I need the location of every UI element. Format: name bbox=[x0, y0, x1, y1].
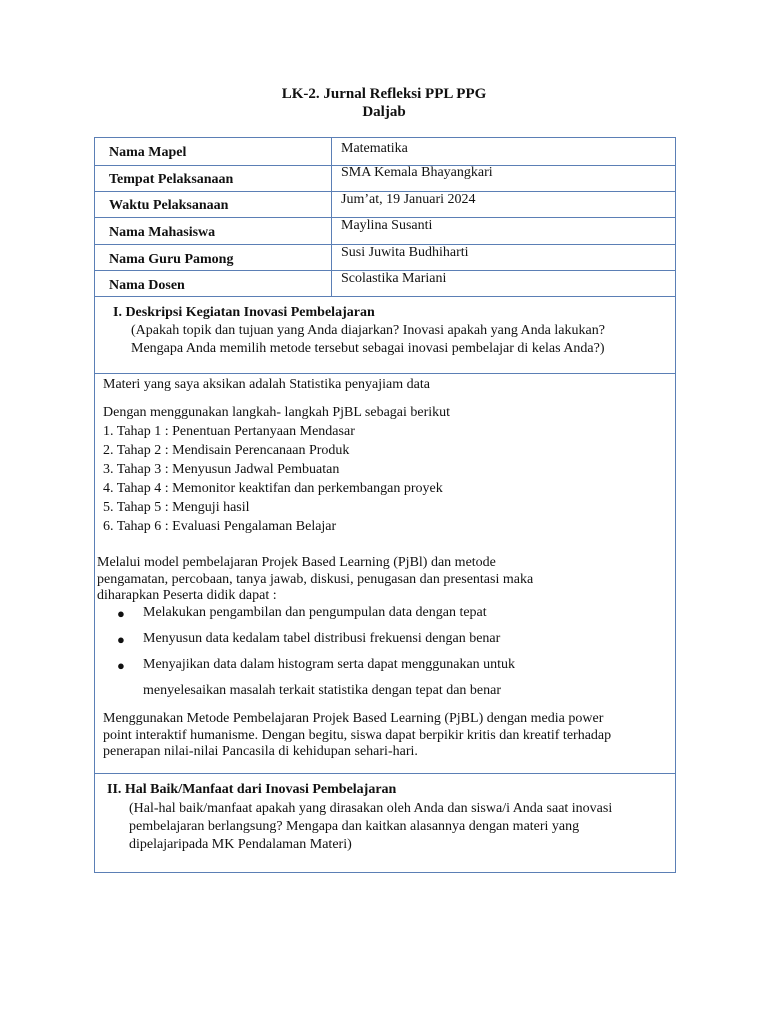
section-2-prompt-line: pembelajaran berlangsung? Mengapa dan kaitkan alasannya dengan materi yang bbox=[129, 819, 580, 834]
info-value: Matematika bbox=[341, 141, 408, 156]
section-1-header bbox=[95, 296, 675, 373]
bullet-item: Melakukan pengambilan dan pengumpulan data dengan tepat bbox=[143, 605, 487, 620]
info-label: Nama Guru Pamong bbox=[109, 252, 234, 267]
section-1-prompt-line: (Apakah topik dan tujuan yang Anda diajarkan? Inovasi apakah yang Anda lakukan? bbox=[131, 323, 605, 338]
section-1-content bbox=[95, 373, 675, 773]
section-2 bbox=[95, 773, 675, 872]
bullet-item-continuation: menyelesaikan masalah terkait statistika dengan tepat dan benar bbox=[143, 683, 502, 698]
document-title: LK-2. Jurnal Refleksi PPL PPG bbox=[281, 86, 487, 102]
step-item: 1. Tahap 1 : Penentuan Pertanyaan Mendasar bbox=[103, 424, 355, 439]
section-2-prompt-line: (Hal-hal baik/manfaat apakah yang dirasakan oleh Anda dan siswa/i Anda saat inovasi bbox=[129, 801, 613, 816]
info-row-waktu bbox=[95, 191, 675, 217]
material-text: Materi yang saya aksikan adalah Statistika penyajiam data bbox=[103, 377, 430, 392]
document-subtitle: Daljab bbox=[362, 104, 406, 120]
method-text-line: Menggunakan Metode Pembelajaran Projek Based Learning (PjBL) dengan media power bbox=[103, 711, 604, 726]
model-text-line: Melalui model pembelajaran Projek Based Learning (PjBl) dan metode bbox=[97, 555, 496, 570]
step-item: 5. Tahap 5 : Menguji hasil bbox=[103, 500, 250, 515]
info-label: Nama Mahasiswa bbox=[109, 225, 216, 240]
step-item: 6. Tahap 6 : Evaluasi Pengalaman Belajar bbox=[103, 519, 337, 534]
section-2-heading: II. Hal Baik/Manfaat dari Inovasi Pembelajaran bbox=[107, 782, 397, 797]
bullet-item: Menyajikan data dalam histogram serta dapat menggunakan untuk bbox=[143, 657, 516, 672]
bullet-icon: ● bbox=[117, 658, 125, 673]
info-value: Jum’at, 19 Januari 2024 bbox=[341, 192, 476, 207]
info-row-tempat bbox=[95, 165, 675, 191]
info-row-dosen bbox=[95, 270, 675, 296]
info-label: Nama Dosen bbox=[109, 278, 185, 293]
bullet-item: Menyusun data kedalam tabel distribusi frekuensi dengan benar bbox=[143, 631, 501, 646]
model-text-line: diharapkan Peserta didik dapat : bbox=[97, 588, 277, 603]
info-value: Scolastika Mariani bbox=[341, 271, 447, 286]
bullet-icon: ● bbox=[117, 606, 125, 621]
section-2-prompt-line: dipelajaripada MK Pendalaman Materi) bbox=[129, 837, 352, 852]
section-1-heading: I. Deskripsi Kegiatan Inovasi Pembelajaran bbox=[113, 305, 375, 320]
step-item: 3. Tahap 3 : Menyusun Jadwal Pembuatan bbox=[103, 462, 340, 477]
method-text-line: penerapan nilai-nilai Pancasila di kehidupan sehari-hari. bbox=[103, 744, 418, 759]
info-label: Tempat Pelaksanaan bbox=[109, 172, 234, 187]
info-row-mapel bbox=[95, 138, 675, 165]
section-1-prompt-line: Mengapa Anda memilih metode tersebut sebagai inovasi pembelajar di kelas Anda?) bbox=[131, 341, 605, 356]
method-text-line: point interaktif humanisme. Dengan begitu, siswa dapat berpikir kritis dan kreatif terhadap bbox=[103, 728, 612, 743]
steps-intro: Dengan menggunakan langkah- langkah PjBL sebagai berikut bbox=[103, 405, 451, 420]
info-value: SMA Kemala Bhayangkari bbox=[341, 165, 493, 180]
step-item: 4. Tahap 4 : Memonitor keaktifan dan perkembangan proyek bbox=[103, 481, 443, 496]
info-row-mahasiswa bbox=[95, 217, 675, 244]
info-row-guru-pamong bbox=[95, 244, 675, 270]
info-value: Susi Juwita Budhiharti bbox=[341, 245, 469, 260]
info-label: Waktu Pelaksanaan bbox=[109, 198, 229, 213]
model-text-line: pengamatan, percobaan, tanya jawab, diskusi, penugasan dan presentasi maka bbox=[97, 572, 534, 587]
bullet-icon: ● bbox=[117, 632, 125, 647]
info-value: Maylina Susanti bbox=[341, 218, 433, 233]
journal-table bbox=[94, 137, 676, 873]
step-item: 2. Tahap 2 : Mendisain Perencanaan Produk bbox=[103, 443, 350, 458]
info-label: Nama Mapel bbox=[109, 145, 187, 160]
